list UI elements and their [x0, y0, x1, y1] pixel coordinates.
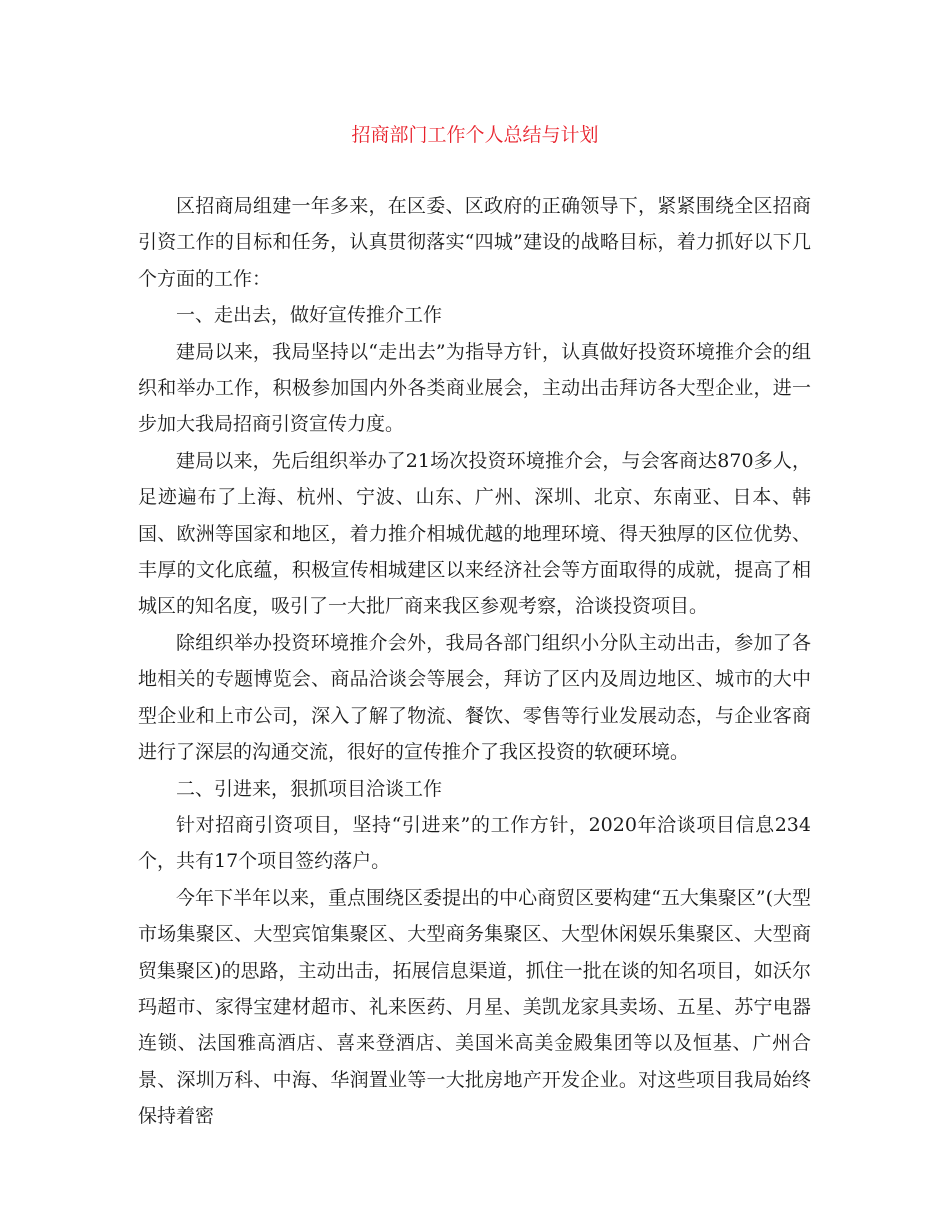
paragraph: 针对招商引资项目，坚持“引进来”的工作方针，2020年洽谈项目信息234个，共有17个项目签约落户。	[138, 813, 811, 873]
paragraph: 建局以来，我局坚持以“走出去”为指导方针，认真做好投资环境推介会的组织和举办工作，积极参加国内外各类商业展会，主动出击拜访各大型企业，进一步加大我局招商引资宣传力度。	[138, 340, 811, 436]
document-body	[138, 188, 811, 1135]
section-heading-1: 一、走出去，做好宣传推介工作	[176, 304, 443, 327]
paragraph: 建局以来，先后组织举办了21场次投资环境推介会，与会客商达870多人，足迹遍布了上海、杭州、宁波、山东、广州、深圳、北京、东南亚、日本、韩国、欧洲等国家和地区，着力推介相城优越的地理环境、得天独厚的区位优势、丰厚的文化底蕴，积极宣传相城建区以来经济社会等方面取得的成就，提高了相城区的知名度，吸引了一大批厂商来我区参观考察，洽谈投资项目。	[138, 449, 811, 618]
paragraph: 除组织举办投资环境推介会外，我局各部门组织小分队主动出击，参加了各地相关的专题博览会、商品洽谈会等展会，拜访了区内及周边地区、城市的大中型企业和上市公司，深入了解了物流、餐饮、零售等行业发展动态，与企业客商进行了深层的沟通交流，很好的宣传推介了我区投资的软硬环境。	[138, 631, 811, 764]
document-title: 招商部门工作个人总结与计划	[351, 124, 599, 146]
section-heading-2: 二、引进来，狠抓项目洽谈工作	[176, 777, 443, 800]
paragraph-intro: 区招商局组建一年多来，在区委、区政府的正确领导下，紧紧围绕全区招商引资工作的目标和任务，认真贯彻落实“四城”建设的战略目标，着力抓好以下几个方面的工作：	[138, 195, 811, 290]
paragraph: 今年下半年以来，重点围绕区委提出的中心商贸区要构建“五大集聚区”(大型市场集聚区、大型宾馆集聚区、大型商务集聚区、大型休闲娱乐集聚区、大型商贸集聚区)的思路，主动出击，拓展信息渠道，抓住一批在谈的知名项目，如沃尔玛超市、家得宝建材超市、礼来医药、月星、美凯龙家具卖场、五星、苏宁电器连锁、法国雅高酒店、喜来登酒店、美国米高美金殿集团等以及恒基、广州合景、深圳万科、中海、华润置业等一大批房地产开发企业。对这些项目我局始终保持着密	[138, 886, 811, 1128]
